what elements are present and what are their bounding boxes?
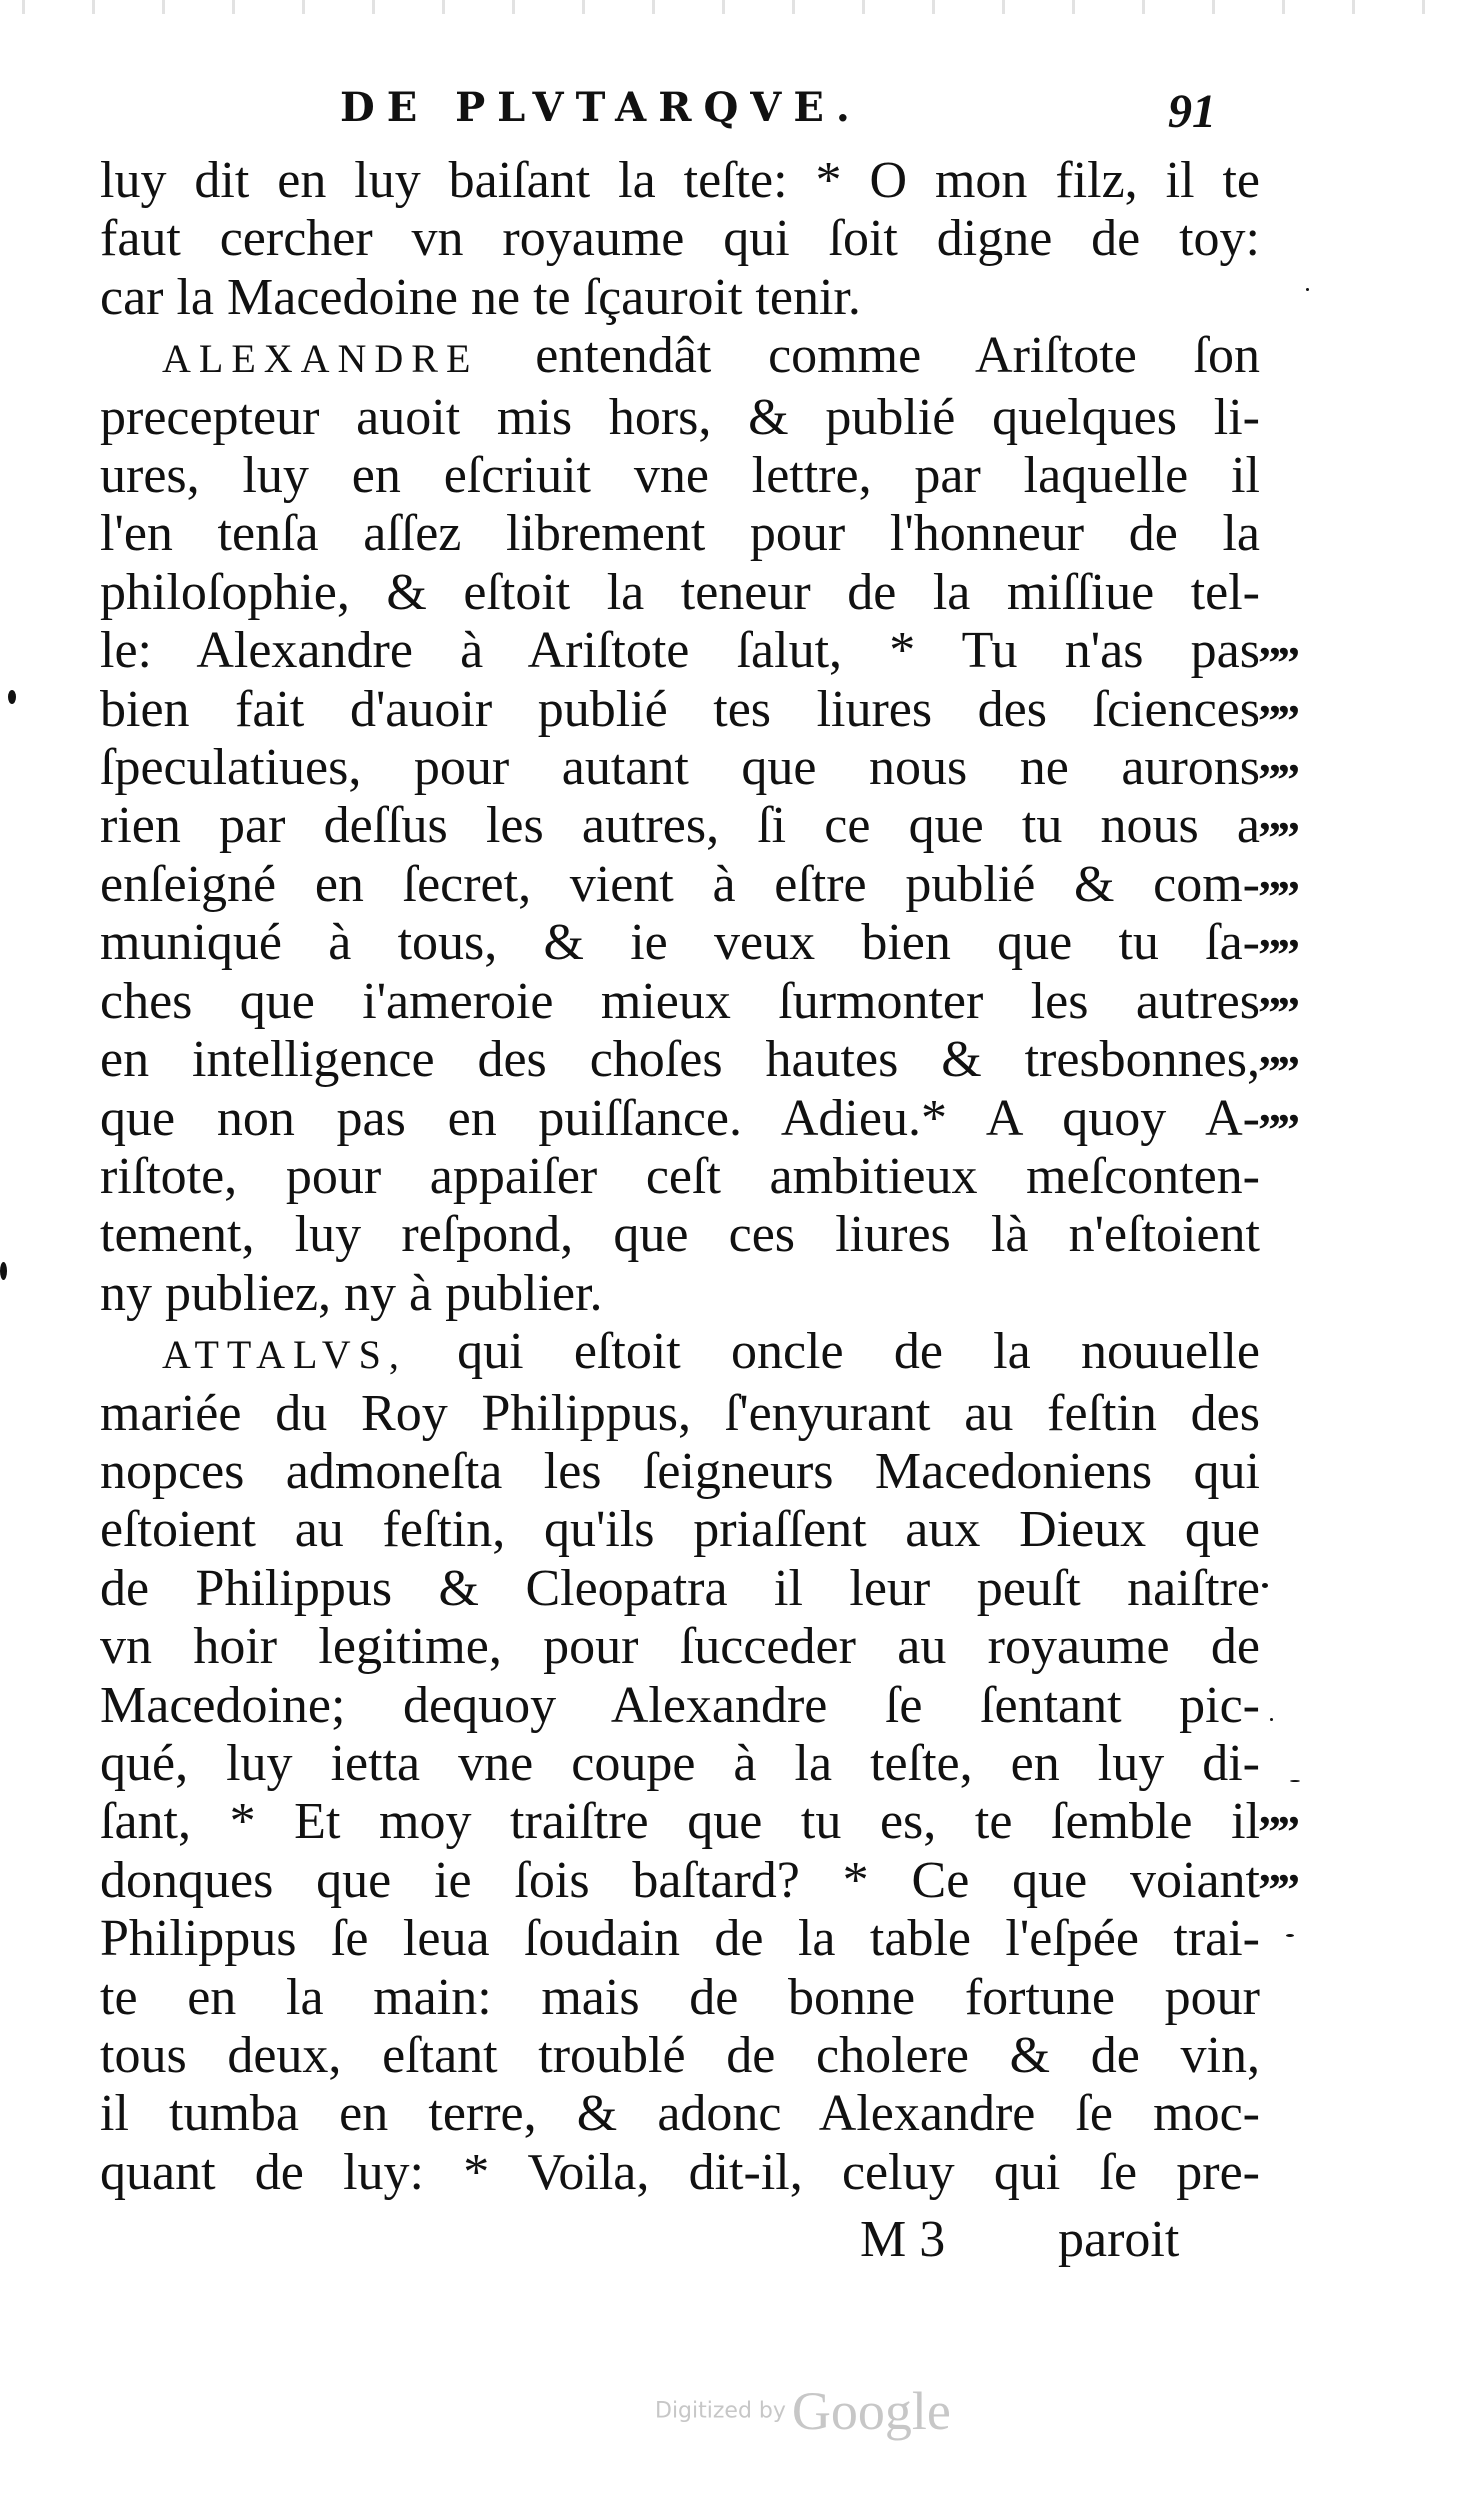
text-line: mariée du Roy Philippus, ſ'enyurant au feſtin des	[100, 1384, 1260, 1442]
text-line: riſtote, pour appaiſer ceſt ambitieux meſconten-	[100, 1147, 1260, 1205]
text-line: rien par deſſus les autres, ſi ce que tu nous a	[100, 797, 1260, 855]
main-text-block	[100, 152, 1260, 2202]
text-line: quant de luy: * Voila, dit-il, celuy qui ſe pre-	[100, 2143, 1260, 2201]
text-line: donques que ie ſois baſtard? * Ce que voiant	[100, 1851, 1260, 1909]
text-line: car la Macedoine ne te ſçauroit tenir.	[100, 268, 861, 326]
page-number: 91	[1168, 85, 1216, 138]
catchword: paroit	[1058, 2211, 1180, 2268]
text-line-rest: entendât comme Ariſtote ſon	[535, 327, 1260, 385]
margin-quote-mark: ””	[1258, 695, 1296, 746]
text-line: nopces admoneſta les ſeigneurs Macedoniens qui	[100, 1442, 1260, 1500]
margin-quote-mark: ””	[1258, 871, 1296, 922]
text-line: ny publiez, ny à publier.	[100, 1264, 603, 1322]
margin-quote-mark: ””	[1258, 754, 1296, 805]
text-line: bien fait d'auoir publié tes liures des ſciences	[100, 680, 1260, 738]
google-logo: Google	[791, 2381, 951, 2441]
text-line: l'en tenſa aſſez librement pour l'honneur de la	[100, 505, 1260, 563]
text-line: que non pas en puiſſance. Adieu.* A quoy A-	[100, 1089, 1260, 1147]
margin-quote-mark: ””	[1258, 929, 1296, 980]
text-line: de Philippus & Cleopatra il leur peuſt naiſtre	[100, 1559, 1260, 1617]
text-line: te en la main: mais de bonne fortune pour	[100, 1968, 1260, 2026]
signature-mark: M 3	[860, 2211, 946, 2268]
margin-quote-mark: ””	[1258, 637, 1296, 688]
text-line: luy dit en luy baiſant la teſte: * O mon filz, il te	[100, 152, 1260, 209]
small-caps-name: ALEXANDRE	[162, 336, 479, 382]
ink-speck	[8, 690, 16, 704]
text-line: Macedoine; dequoy Alexandre ſe ſentant pic-	[100, 1676, 1260, 1734]
text-line: faut cercher vn royaume qui ſoit digne de toy:	[100, 210, 1260, 268]
text-line-attalus	[100, 1323, 1260, 1384]
running-head: DE PLVTARQVE.	[340, 84, 862, 131]
ink-speck	[1286, 1934, 1294, 1937]
top-edge-speckle	[0, 0, 1482, 14]
margin-quote-mark: ””	[1258, 987, 1296, 1038]
text-line: philoſophie, & eſtoit la teneur de la miſſiue tel-	[100, 563, 1260, 621]
digitized-by-label: Digitized by	[655, 2398, 786, 2424]
text-line: precepteur auoit mis hors, & publié quelques li-	[100, 388, 1260, 446]
text-line: tous deux, eſtant troublé de cholere & de vin,	[100, 2027, 1260, 2084]
text-line: vn hoir legitime, pour ſucceder au royaume de	[100, 1618, 1260, 1676]
small-caps-name: ATTALVS,	[162, 1332, 407, 1378]
digitized-by-google-watermark	[655, 2380, 951, 2442]
ink-speck	[1270, 1718, 1273, 1721]
margin-quote-mark: ””	[1258, 1046, 1296, 1097]
text-line: il tumba en terre, & adonc Alexandre ſe moc-	[100, 2085, 1260, 2143]
text-line: ſant, * Et moy traiſtre que tu es, te ſemble il	[100, 1793, 1260, 1851]
text-line: eſtoient au feſtin, qu'ils priaſſent aux Dieux que	[100, 1501, 1260, 1559]
margin-quote-mark: ””	[1258, 1104, 1296, 1155]
margin-quote-mark: ””	[1258, 1864, 1296, 1915]
text-line: ſpeculatiues, pour autant que nous ne aurons	[100, 739, 1260, 797]
text-line: tement, luy reſpond, que ces liures là n'eſtoient	[100, 1206, 1260, 1264]
text-line: enſeigné en ſecret, vient à eſtre publié & com-	[100, 855, 1260, 913]
text-line: muniqué à tous, & ie veux bien que tu ſa-	[100, 914, 1260, 972]
text-line: Philippus ſe leua ſoudain de la table l'eſpée trai-	[100, 1910, 1260, 1968]
margin-quote-mark: ””	[1258, 812, 1296, 863]
ink-speck	[1290, 1780, 1300, 1782]
text-line: ures, luy en eſcriuit vne lettre, par laquelle il	[100, 447, 1260, 505]
text-line: le: Alexandre à Ariſtote ſalut, * Tu n'as pas	[100, 622, 1260, 680]
text-line-rest: qui eſtoit oncle de la nouuelle	[457, 1323, 1260, 1381]
text-line: en intelligence des choſes hautes & tresbonnes,	[100, 1031, 1260, 1089]
ink-speck	[1262, 1583, 1268, 1588]
text-line: ches que i'ameroie mieux ſurmonter les autres	[100, 972, 1260, 1030]
ink-speck	[0, 1262, 7, 1280]
ink-speck	[1306, 288, 1309, 291]
text-line-alexandre	[100, 327, 1260, 388]
text-line: qué, luy ietta vne coupe à la teſte, en luy di-	[100, 1734, 1260, 1792]
margin-quote-mark: ””	[1258, 1806, 1296, 1857]
